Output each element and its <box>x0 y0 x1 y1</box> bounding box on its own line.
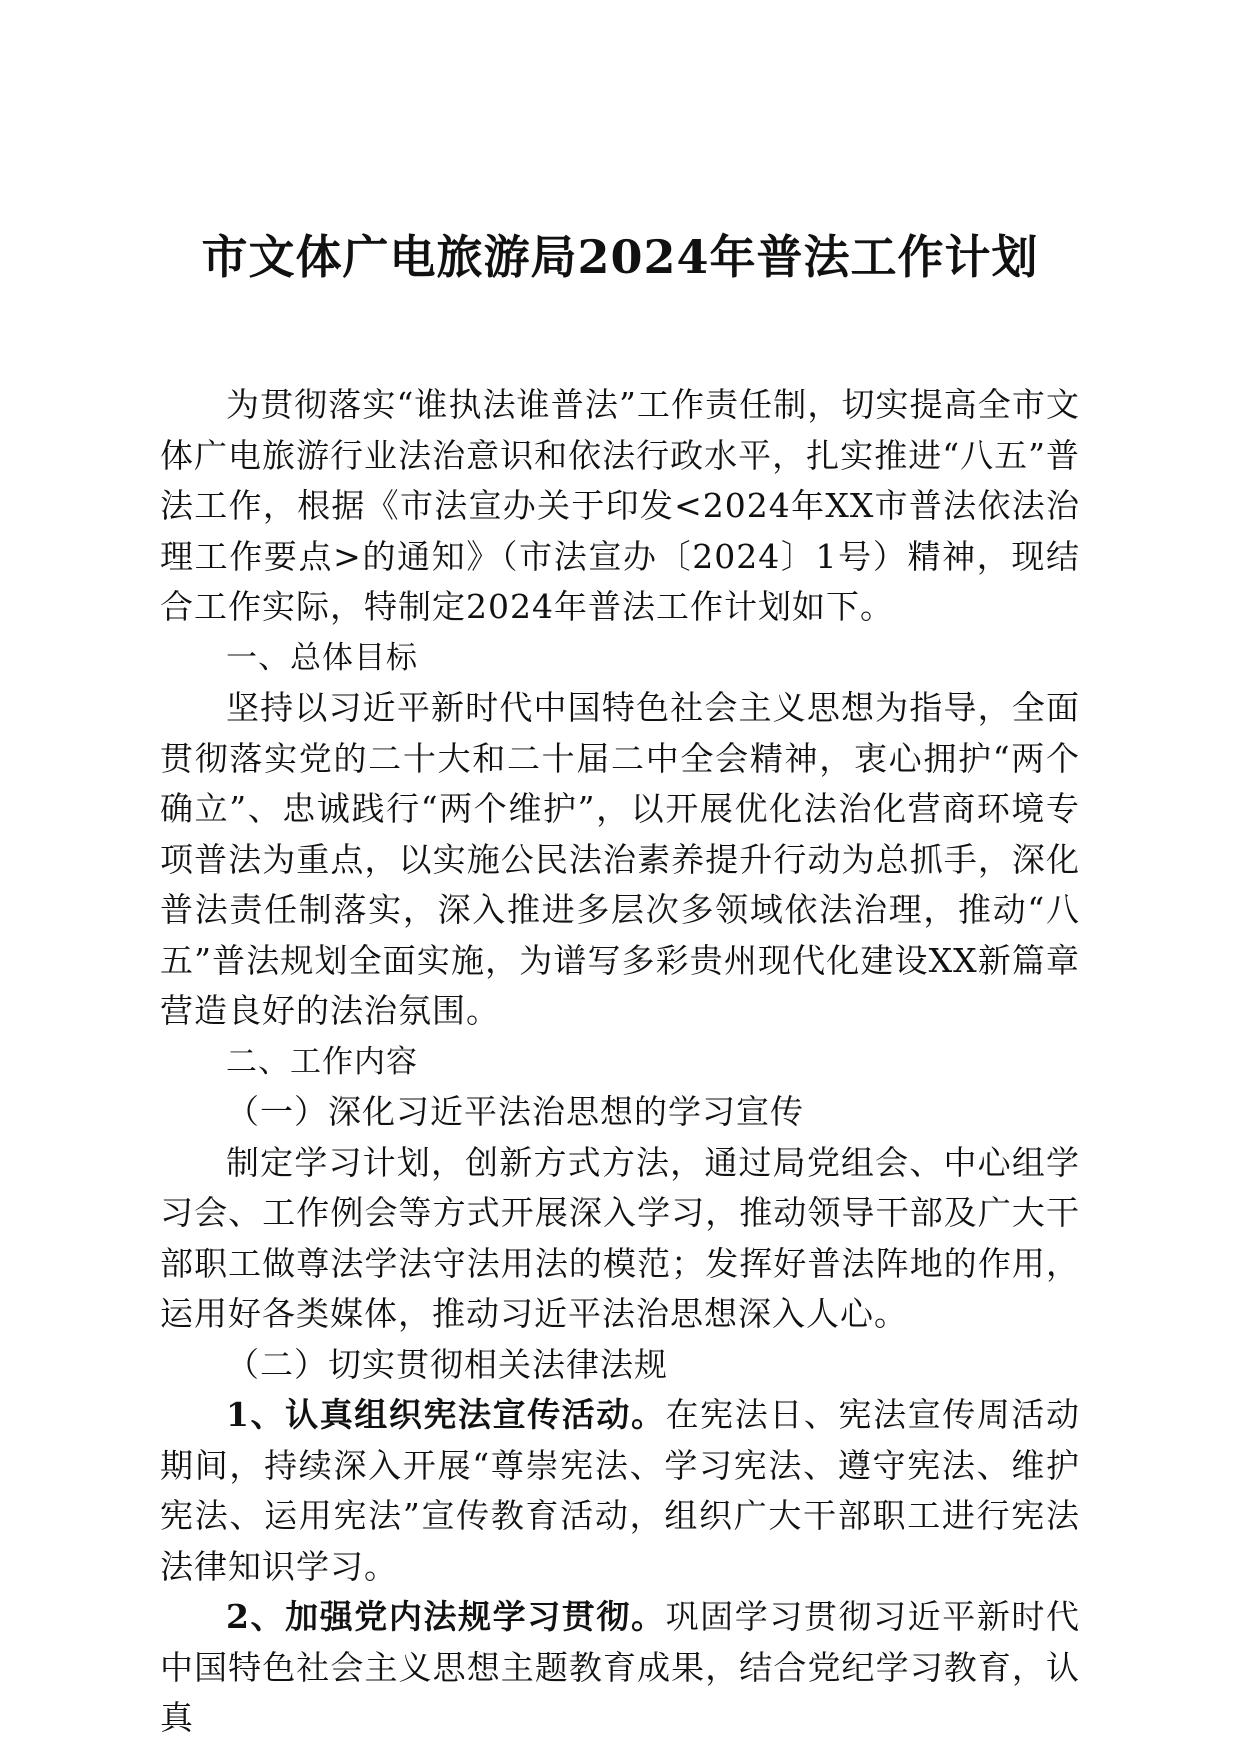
document-title: 市文体广电旅游局2024年普法工作计划 <box>201 230 1039 284</box>
item-constitution-paragraph <box>160 1390 1080 1592</box>
section-heading-overall-goal: 一、总体目标 <box>226 639 418 676</box>
study-paragraph: 制定学习计划，创新方式方法，通过局党组会、中心组学习会、工作例会等方式开展深入学习，推动领导干部及广大干部职工做尊法学法守法用法的模范；发挥好普法阵地的作用，运用好各类媒体，推动习近平法治思想深入人心。 <box>160 1142 1080 1333</box>
section-heading-work-content: 二、工作内容 <box>226 1043 418 1080</box>
item-constitution-lead: 1、认真组织宪法宣传活动。 <box>226 1395 666 1434</box>
item-party-rules-paragraph <box>160 1592 1080 1744</box>
item-party-rules-lead: 2、加强党内法规学习贯彻。 <box>226 1597 666 1636</box>
item-party-rules-text: 巩固学习贯彻习近平新时代中国特色社会主义思想主题教育成果，结合党纪学习教育，认真 <box>160 1597 1080 1737</box>
item-constitution-text: 在宪法日、宪法宣传周活动期间，持续深入开展“尊崇宪法、学习宪法、遵守宪法、维护宪法、运用宪法”宣传教育活动，组织广大干部职工进行宪法法律知识学习。 <box>160 1395 1080 1586</box>
subsection-heading-study: （一）深化习近平法治思想的学习宣传 <box>226 1092 804 1131</box>
subsection-heading-laws: （二）切实贯彻相关法律法规 <box>226 1344 668 1384</box>
overall-goal-paragraph: 坚持以习近平新时代中国特色社会主义思想为指导，全面贯彻落实党的二十大和二十届二中全会精神，衷心拥护“两个确立”、忠诚践行“两个维护”，以开展优化法治化营商环境专项普法为重点，以实施公民法治素养提升行动为总抓手，深化普法责任制落实，深入推进多层次多领域依法治理，推动“八五”普法规划全面实施，为谱写多彩贵州现代化建设XX新篇章营造良好的法治氛围。 <box>160 688 1080 1030</box>
intro-paragraph: 为贯彻落实“谁执法谁普法”工作责任制，切实提高全市文体广电旅游行业法治意识和依法行政水平，扎实推进“八五”普法工作，根据《市法宣办关于印发<2024年XX市普法依法治理工作要点>的通知》（市法宣办〔2024〕1号）精神，现结合工作实际，特制定2024年普法工作计划如下。 <box>160 385 1080 626</box>
document-body <box>160 380 1080 1744</box>
